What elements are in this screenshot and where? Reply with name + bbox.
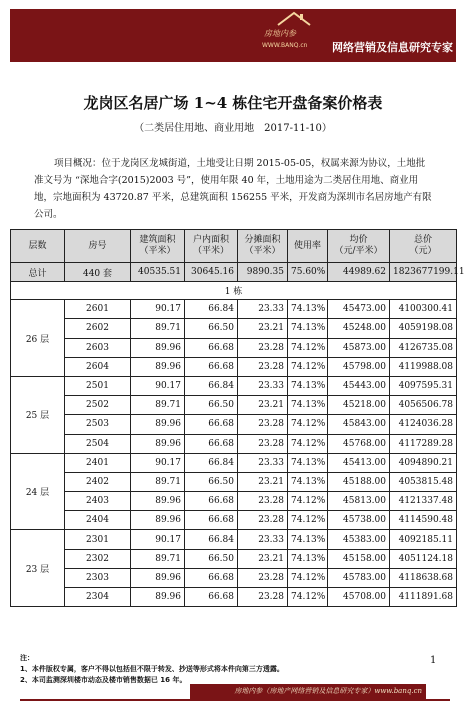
table-header-row (11, 230, 457, 263)
avg-price-cell: 45188.00 (328, 472, 390, 491)
total-shared-area: 9890.35 (238, 263, 288, 282)
header-inner-area: 户内面积 （平米） (185, 230, 238, 263)
built-area-cell: 89.71 (131, 396, 185, 415)
shared-area-cell: 23.21 (238, 319, 288, 338)
total-label: 总计 (11, 263, 65, 282)
shared-area-cell: 23.28 (238, 415, 288, 434)
table-row (11, 434, 457, 453)
built-area-cell: 89.71 (131, 319, 185, 338)
room-cell: 2303 (65, 568, 131, 587)
room-cell: 2501 (65, 376, 131, 395)
header-avg-price: 均价 （元/平米） (328, 230, 390, 263)
built-area-cell: 90.17 (131, 530, 185, 549)
total-price-cell: 4119988.08 (390, 357, 457, 376)
usage-rate-cell: 74.13% (288, 472, 328, 491)
total-units: 440 套 (65, 263, 131, 282)
avg-price-cell: 45413.00 (328, 453, 390, 472)
floor-label: 26 层 (11, 300, 65, 377)
shared-area-cell: 23.33 (238, 453, 288, 472)
page-title: 龙岗区名居广场 1~4 栋住宅开盘备案价格表 (83, 94, 383, 112)
total-avg-price: 44989.62 (328, 263, 390, 282)
total-price-cell: 4053815.48 (390, 472, 457, 491)
room-cell: 2504 (65, 434, 131, 453)
header-shared-area: 分摊面积 （平米） (238, 230, 288, 263)
avg-price-cell: 45383.00 (328, 530, 390, 549)
table-row (11, 492, 457, 511)
shared-area-cell: 23.21 (238, 396, 288, 415)
room-cell: 2301 (65, 530, 131, 549)
table-row (11, 396, 457, 415)
usage-rate-cell: 74.13% (288, 530, 328, 549)
room-cell: 2304 (65, 588, 131, 607)
table-row (11, 319, 457, 338)
table-row (11, 357, 457, 376)
room-cell: 2404 (65, 511, 131, 530)
usage-rate-cell: 74.12% (288, 568, 328, 587)
table-row (11, 300, 457, 319)
page-number: 1 (430, 655, 437, 666)
table-row (11, 376, 457, 395)
total-price-cell: 4097595.31 (390, 376, 457, 395)
usage-rate-cell: 74.12% (288, 492, 328, 511)
total-price-cell: 4100300.41 (390, 300, 457, 319)
total-price-cell: 4092185.11 (390, 530, 457, 549)
price-table (10, 229, 465, 607)
avg-price-cell: 45708.00 (328, 588, 390, 607)
header-floor: 层数 (11, 230, 65, 263)
table-row (11, 588, 457, 607)
shared-area-cell: 23.28 (238, 338, 288, 357)
built-area-cell: 90.17 (131, 300, 185, 319)
usage-rate-cell: 74.12% (288, 415, 328, 434)
floor-label: 25 层 (11, 376, 65, 453)
table-row (11, 472, 457, 491)
total-total-price: 1823677199.11 (390, 263, 457, 282)
total-price-cell: 4126735.08 (390, 338, 457, 357)
header-built-area: 建筑面积 （平米） (131, 230, 185, 263)
total-price-cell: 4117289.28 (390, 434, 457, 453)
header-room: 房号 (65, 230, 131, 263)
built-area-cell: 89.96 (131, 357, 185, 376)
table-row (11, 415, 457, 434)
header-banner (10, 9, 456, 62)
usage-rate-cell: 74.12% (288, 588, 328, 607)
total-inner-area: 30645.16 (185, 263, 238, 282)
total-usage-rate: 75.60% (288, 263, 328, 282)
usage-rate-cell: 74.12% (288, 434, 328, 453)
logo-name: 房地内参 (264, 29, 296, 38)
total-price-cell: 4051124.18 (390, 549, 457, 568)
room-cell: 2401 (65, 453, 131, 472)
table-row (11, 453, 457, 472)
usage-rate-cell: 74.13% (288, 300, 328, 319)
total-price-cell: 4114590.48 (390, 511, 457, 530)
total-price-cell: 4056506.78 (390, 396, 457, 415)
block-label: 1 栋 (11, 282, 457, 300)
shared-area-cell: 23.28 (238, 357, 288, 376)
built-area-cell: 89.96 (131, 568, 185, 587)
built-area-cell: 89.96 (131, 338, 185, 357)
total-price-cell: 4059198.08 (390, 319, 457, 338)
floor-label: 24 层 (11, 453, 65, 530)
total-price-cell: 4124036.28 (390, 415, 457, 434)
built-area-cell: 89.96 (131, 588, 185, 607)
avg-price-cell: 45873.00 (328, 338, 390, 357)
shared-area-cell: 23.33 (238, 300, 288, 319)
built-area-cell: 89.71 (131, 472, 185, 491)
inner-area-cell: 66.50 (185, 549, 238, 568)
shared-area-cell: 23.33 (238, 376, 288, 395)
inner-area-cell: 66.50 (185, 472, 238, 491)
shared-area-cell: 23.28 (238, 434, 288, 453)
inner-area-cell: 66.68 (185, 568, 238, 587)
usage-rate-cell: 74.13% (288, 453, 328, 472)
total-price-cell: 4094890.21 (390, 453, 457, 472)
table-row (11, 338, 457, 357)
note-line-2: 2、本司监测深圳楼市动态及楼市销售数据已 16 年。 (20, 676, 187, 684)
usage-rate-cell: 74.13% (288, 319, 328, 338)
avg-price-cell: 45473.00 (328, 300, 390, 319)
built-area-cell: 89.71 (131, 549, 185, 568)
brand-logo (256, 11, 334, 51)
total-price-cell: 4111891.68 (390, 588, 457, 607)
avg-price-cell: 45218.00 (328, 396, 390, 415)
inner-area-cell: 66.68 (185, 415, 238, 434)
avg-price-cell: 45738.00 (328, 511, 390, 530)
room-cell: 2302 (65, 549, 131, 568)
usage-rate-cell: 74.12% (288, 338, 328, 357)
total-price-cell: 4118638.68 (390, 568, 457, 587)
built-area-cell: 90.17 (131, 453, 185, 472)
built-area-cell: 89.96 (131, 434, 185, 453)
usage-rate-cell: 74.13% (288, 376, 328, 395)
built-area-cell: 89.96 (131, 511, 185, 530)
footer-brand: 房地内参（房地产网络营销及信息研究专家）www.banq.cn (190, 684, 426, 699)
room-cell: 2403 (65, 492, 131, 511)
room-cell: 2604 (65, 357, 131, 376)
room-cell: 2502 (65, 396, 131, 415)
usage-rate-cell: 74.12% (288, 357, 328, 376)
avg-price-cell: 45813.00 (328, 492, 390, 511)
inner-area-cell: 66.84 (185, 300, 238, 319)
avg-price-cell: 45248.00 (328, 319, 390, 338)
block-row (11, 282, 457, 300)
inner-area-cell: 66.68 (185, 357, 238, 376)
shared-area-cell: 23.28 (238, 568, 288, 587)
table-row (11, 530, 457, 549)
avg-price-cell: 45798.00 (328, 357, 390, 376)
shared-area-cell: 23.33 (238, 530, 288, 549)
floor-label: 23 层 (11, 530, 65, 607)
built-area-cell: 90.17 (131, 376, 185, 395)
shared-area-cell: 23.21 (238, 549, 288, 568)
avg-price-cell: 45768.00 (328, 434, 390, 453)
room-cell: 2601 (65, 300, 131, 319)
inner-area-cell: 66.50 (185, 319, 238, 338)
room-cell: 2602 (65, 319, 131, 338)
room-cell: 2503 (65, 415, 131, 434)
inner-area-cell: 66.50 (185, 396, 238, 415)
footnotes (20, 653, 420, 686)
inner-area-cell: 66.68 (185, 492, 238, 511)
inner-area-cell: 66.84 (185, 376, 238, 395)
project-overview: 项目概况：位于龙岗区龙城街道，土地受让日期 2015-05-05，权属来源为协议，土地批准文号为 “深地合字(2015)2003 号”，使用年限 40 年，土地用途为二类居住用地、商业用地，宗地面积为 43720.87 平米，总建筑面积 156255 平米，开发商为深圳市名居房地产有限公司。 (34, 158, 432, 220)
total-built-area: 40535.51 (131, 263, 185, 282)
inner-area-cell: 66.68 (185, 434, 238, 453)
table-row (11, 511, 457, 530)
inner-area-cell: 66.68 (185, 511, 238, 530)
avg-price-cell: 45783.00 (328, 568, 390, 587)
room-cell: 2402 (65, 472, 131, 491)
inner-area-cell: 66.84 (185, 453, 238, 472)
usage-rate-cell: 74.12% (288, 511, 328, 530)
logo-url: WWW.BANQ.cn (262, 42, 308, 49)
usage-rate-cell: 74.13% (288, 549, 328, 568)
header-total-price: 总价 （元） (390, 230, 457, 263)
header-usage-rate: 使用率 (288, 230, 328, 263)
total-row (11, 263, 457, 282)
inner-area-cell: 66.84 (185, 530, 238, 549)
built-area-cell: 89.96 (131, 492, 185, 511)
banner-title: 网络营销及信息研究专家 (332, 41, 453, 54)
avg-price-cell: 45843.00 (328, 415, 390, 434)
total-price-cell: 4121337.48 (390, 492, 457, 511)
usage-rate-cell: 74.13% (288, 396, 328, 415)
shared-area-cell: 23.21 (238, 472, 288, 491)
shared-area-cell: 23.28 (238, 588, 288, 607)
table-row (11, 549, 457, 568)
inner-area-cell: 66.68 (185, 588, 238, 607)
notes-heading: 注： (20, 654, 34, 662)
avg-price-cell: 45158.00 (328, 549, 390, 568)
footer-divider (20, 699, 450, 701)
table-row (11, 568, 457, 587)
room-cell: 2603 (65, 338, 131, 357)
avg-price-cell: 45443.00 (328, 376, 390, 395)
shared-area-cell: 23.28 (238, 511, 288, 530)
inner-area-cell: 66.68 (185, 338, 238, 357)
built-area-cell: 89.96 (131, 415, 185, 434)
note-line-1: 1、本件版权专属，客户不得以包括但不限于转发、抄送等形式将本件向第三方透露。 (20, 665, 284, 673)
shared-area-cell: 23.28 (238, 492, 288, 511)
page-subtitle: （二类居住用地、商业用地 2017-11-10） (134, 123, 332, 134)
